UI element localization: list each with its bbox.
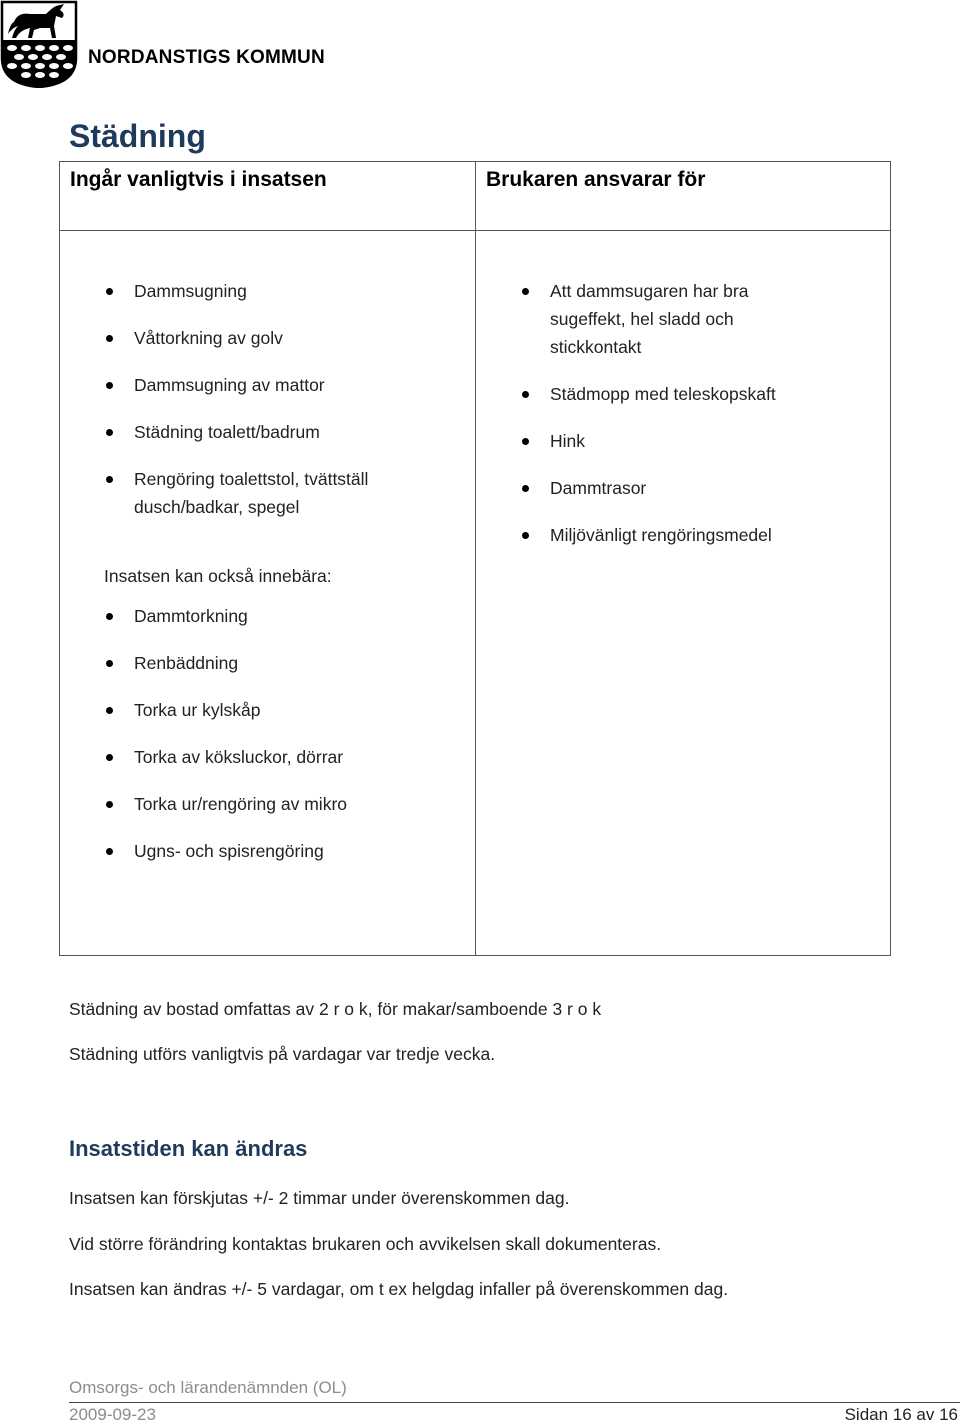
footer-committee: Omsorgs- och lärandenämnden (OL) xyxy=(69,1378,347,1397)
list-item: Hink xyxy=(476,427,890,455)
organization-name: NORDANSTIGS KOMMUN xyxy=(88,47,325,68)
paragraph: Vid större förändring kontaktas brukaren och avvikelsen skall dokumenteras. xyxy=(69,1234,662,1254)
included-list xyxy=(60,277,475,521)
list-item: Städmopp med teleskopskaft xyxy=(476,380,890,408)
included-cell xyxy=(60,231,476,956)
page-number: Sidan 16 av 16 xyxy=(844,1405,958,1424)
list-item: Dammsugning xyxy=(60,277,475,305)
section-heading: Insatstiden kan ändras xyxy=(69,1136,308,1161)
col-left-header: Ingår vanligtvis i insatsen xyxy=(60,162,476,231)
list-item: Torka ur/rengöring av mikro xyxy=(60,790,475,818)
col-right-header: Brukaren ansvarar för xyxy=(476,162,891,231)
user-responsibility-list xyxy=(476,277,890,549)
also-list xyxy=(60,602,475,865)
list-item: Rengöring toalettstol, tvättställ dusch/badkar, spegel xyxy=(60,465,394,521)
footer-divider xyxy=(69,1402,960,1403)
list-item: Dammsugning av mattor xyxy=(60,371,475,399)
list-item: Ugns- och spisrengöring xyxy=(60,837,475,865)
paragraph: Insatsen kan ändras +/- 5 vardagar, om t ex helgdag infaller på överenskommen dag. xyxy=(69,1279,729,1299)
footer-date: 2009-09-23 xyxy=(69,1405,156,1424)
page-title: Städning xyxy=(69,118,206,154)
list-item: Att dammsugaren har bra sugeffekt, hel sladd och stickkontakt xyxy=(476,277,810,361)
list-item: Dammtorkning xyxy=(60,602,475,630)
paragraph: Insatsen kan förskjutas +/- 2 timmar under överenskommen dag. xyxy=(69,1188,570,1208)
list-item: Torka ur kylskåp xyxy=(60,696,475,724)
responsibility-table xyxy=(59,161,891,956)
scope-paragraph: Städning av bostad omfattas av 2 r o k, för makar/samboende 3 r o k xyxy=(69,999,602,1019)
also-heading: Insatsen kan också innebära: xyxy=(104,566,332,586)
list-item: Miljövänligt rengöringsmedel xyxy=(476,521,890,549)
list-item: Torka av köksluckor, dörrar xyxy=(60,743,475,771)
frequency-paragraph: Städning utförs vanligtvis på vardagar var tredje vecka. xyxy=(69,1044,496,1064)
list-item: Renbäddning xyxy=(60,649,475,677)
list-item: Dammtrasor xyxy=(476,474,890,502)
user-responsibility-cell xyxy=(476,231,891,956)
list-item: Städning toalett/badrum xyxy=(60,418,475,446)
list-item: Våttorkning av golv xyxy=(60,324,475,352)
municipality-logo-icon xyxy=(0,0,78,88)
